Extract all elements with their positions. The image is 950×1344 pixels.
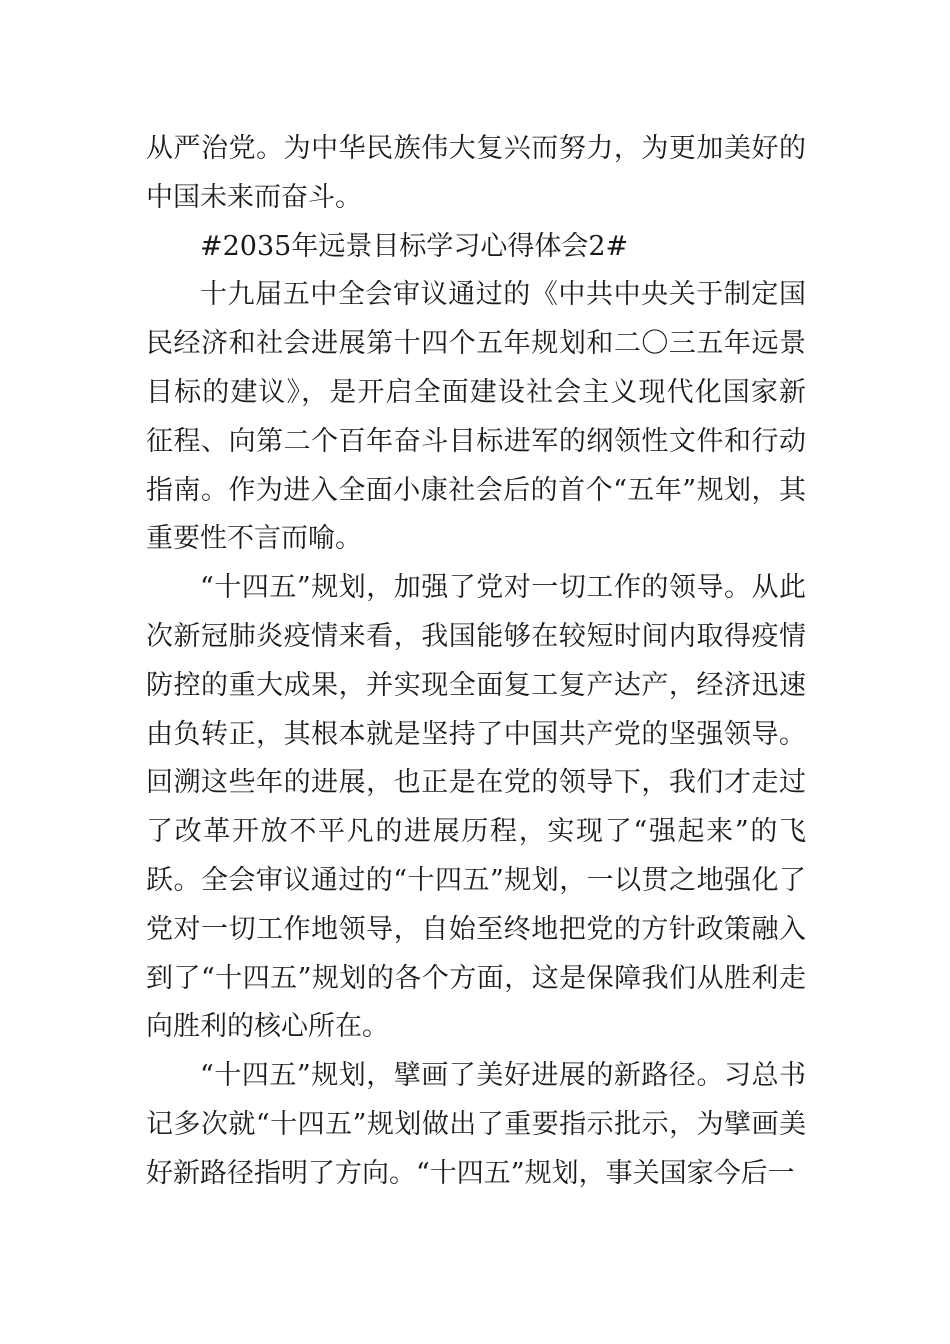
document-page: [146, 125, 806, 1199]
paragraph-leadership: “十四五”规划，加强了党对一切工作的领导。从此次新冠肺炎疫情来看，我国能够在较短时间内取得疫情防控的重大成果，并实现全面复工复产达产，经济迅速由负转正，其根本就是坚持了中国共产党的坚强领导。回溯这些年的进展，也正是在党的领导下，我们才走过了改革开放不平凡的进展历程，实现了“强起来”的飞跃。全会审议通过的“十四五”规划，一以贯之地强化了党对一切工作地领导，自始至终地把党的方针政策融入到了“十四五”规划的各个方面，这是保障我们从胜利走向胜利的核心所在。: [146, 572, 806, 1043]
paragraph-continuation: 从严治党。为中华民族伟大复兴而努力，为更加美好的中国未来而奋斗。: [146, 133, 806, 213]
paragraph-new-path: “十四五”规划，擘画了美好进展的新路径。习总书记多次就“十四五”规划做出了重要指示批示，为擘画美好新路径指明了方向。“十四五”规划，事关国家今后一: [146, 1060, 806, 1189]
paragraph-intro: 十九届五中全会审议通过的《中共中央关于制定国民经济和社会进展第十四个五年规划和二〇三五年远景目标的建议》，是开启全面建设社会主义现代化国家新征程、向第二个百年奋斗目标进军的纲领性文件和行动指南。作为进入全面小康社会后的首个“五年”规划，其重要性不言而喻。: [146, 279, 806, 555]
section-heading: #2035年远景目标学习心得体会2#: [200, 230, 629, 262]
